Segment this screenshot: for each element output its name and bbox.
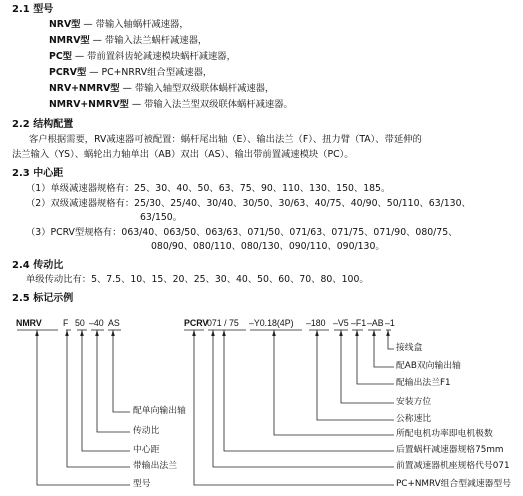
model-desc: — 带输入法兰型双级联体蜗杆减速器。 [128, 99, 293, 110]
code-50: 50 [75, 318, 85, 328]
label-ab-output-shaft: 配AB双向输出轴 [396, 361, 461, 371]
model-code: NRV+NMRV型 [49, 83, 120, 94]
code-pcrv: PCRV [184, 318, 209, 328]
code-f: F [63, 318, 69, 328]
center-distance-line-3b: 080/90、080/110、080/130、090/110、090/130。 [151, 241, 385, 252]
code-1: –1 [385, 318, 395, 328]
model-code: PC型 [49, 51, 72, 62]
center-distance-line-1: （1）单级减速器规格有：25、30、40、50、63、75、90、110、130、150、185。 [26, 183, 391, 194]
config-line-2: 法兰输入（YS）、蜗轮出力轴单出（AB）双出（AS）、输出带前置减速模块（PC）。 [12, 149, 354, 160]
model-code: PCRV型 [49, 67, 87, 78]
section-2-1-heading: 2.1 型号 [12, 4, 54, 15]
leader-arrowheads [35, 330, 390, 336]
section-2-4-heading: 2.4 传动比 [12, 260, 64, 271]
label-combo-model: PC+NMRV组合型减速器型号 [396, 479, 512, 489]
model-desc: — 带输入轴蜗杆减速器， [80, 19, 189, 30]
section-2-2-heading: 2.2 结构配置 [12, 119, 74, 130]
code-180: –180 [306, 318, 326, 328]
label-front-reducer-code: 前置减速器机座规格代号071 [396, 461, 510, 471]
model-desc: — PC+NRRV组合型减速器， [86, 67, 213, 78]
label-model: 型号 [133, 479, 151, 489]
label-nominal-ratio: 公称速比 [396, 414, 432, 424]
code-071-75: 071 / 75 [207, 318, 239, 328]
model-code: NMRV型 [49, 35, 90, 46]
label-center-distance: 中心距 [133, 445, 160, 455]
config-line-1: 客户根据需要，RV减速器可被配置：蜗杆尾出轴（E）、输出法兰（F）、扭力臂（TA）、带延伸的 [29, 134, 422, 145]
label-mounting-position: 安装方位 [396, 397, 432, 407]
label-motor-power: 所配电机功率即电机极数 [396, 429, 493, 439]
ratio-line: 单级传动比有：5、7.5、10、15、20、25、30、40、50、60、70、80、100。 [26, 274, 369, 285]
section-2-3-heading: 2.3 中心距 [12, 168, 64, 179]
center-distance-line-2: （2）双级减速器规格有：25/30、25/40、30/40、30/50、30/63、40/75、40/90、50/110、63/130、 [26, 198, 471, 209]
section-2-5-heading: 2.5 标记示例 [12, 293, 74, 304]
model-code: NMRV+NMRV型 [49, 99, 129, 110]
label-junction-box: 接线盒 [396, 343, 423, 353]
model-desc: — 带前置斜齿轮减速模块蜗杆减速器， [71, 51, 236, 62]
label-single-output-shaft: 配单向输出轴 [133, 406, 186, 416]
code-v5: –V5 [333, 318, 349, 328]
model-code: NRV型 [49, 19, 81, 30]
code-ab: –AB [367, 318, 384, 328]
label-ratio: 传动比 [133, 426, 160, 436]
center-distance-line-3: （3）PCRV型规格有：063/40、063/50、063/63、071/50、071/63、071/75、071/90、080/75、 [26, 227, 458, 238]
code-40: –40 [89, 318, 104, 328]
center-distance-line-2b: 63/150。 [140, 212, 183, 223]
model-desc: — 带输入法兰蜗杆减速器， [89, 35, 208, 46]
label-rear-reducer-size: 后置蜗杆减速器规格75mm [396, 445, 504, 455]
code-as: AS [108, 318, 120, 328]
label-output-flange: 带输出法兰 [133, 461, 177, 471]
label-output-flange-f1: 配输出法兰F1 [396, 378, 451, 388]
code-f1: –F1 [351, 318, 367, 328]
code-motor: –Y0.18(4P) [249, 318, 294, 328]
code-nmrv: NMRV [16, 318, 42, 328]
model-desc: — 带输入轴型双级联体蜗杆减速器， [119, 83, 275, 94]
